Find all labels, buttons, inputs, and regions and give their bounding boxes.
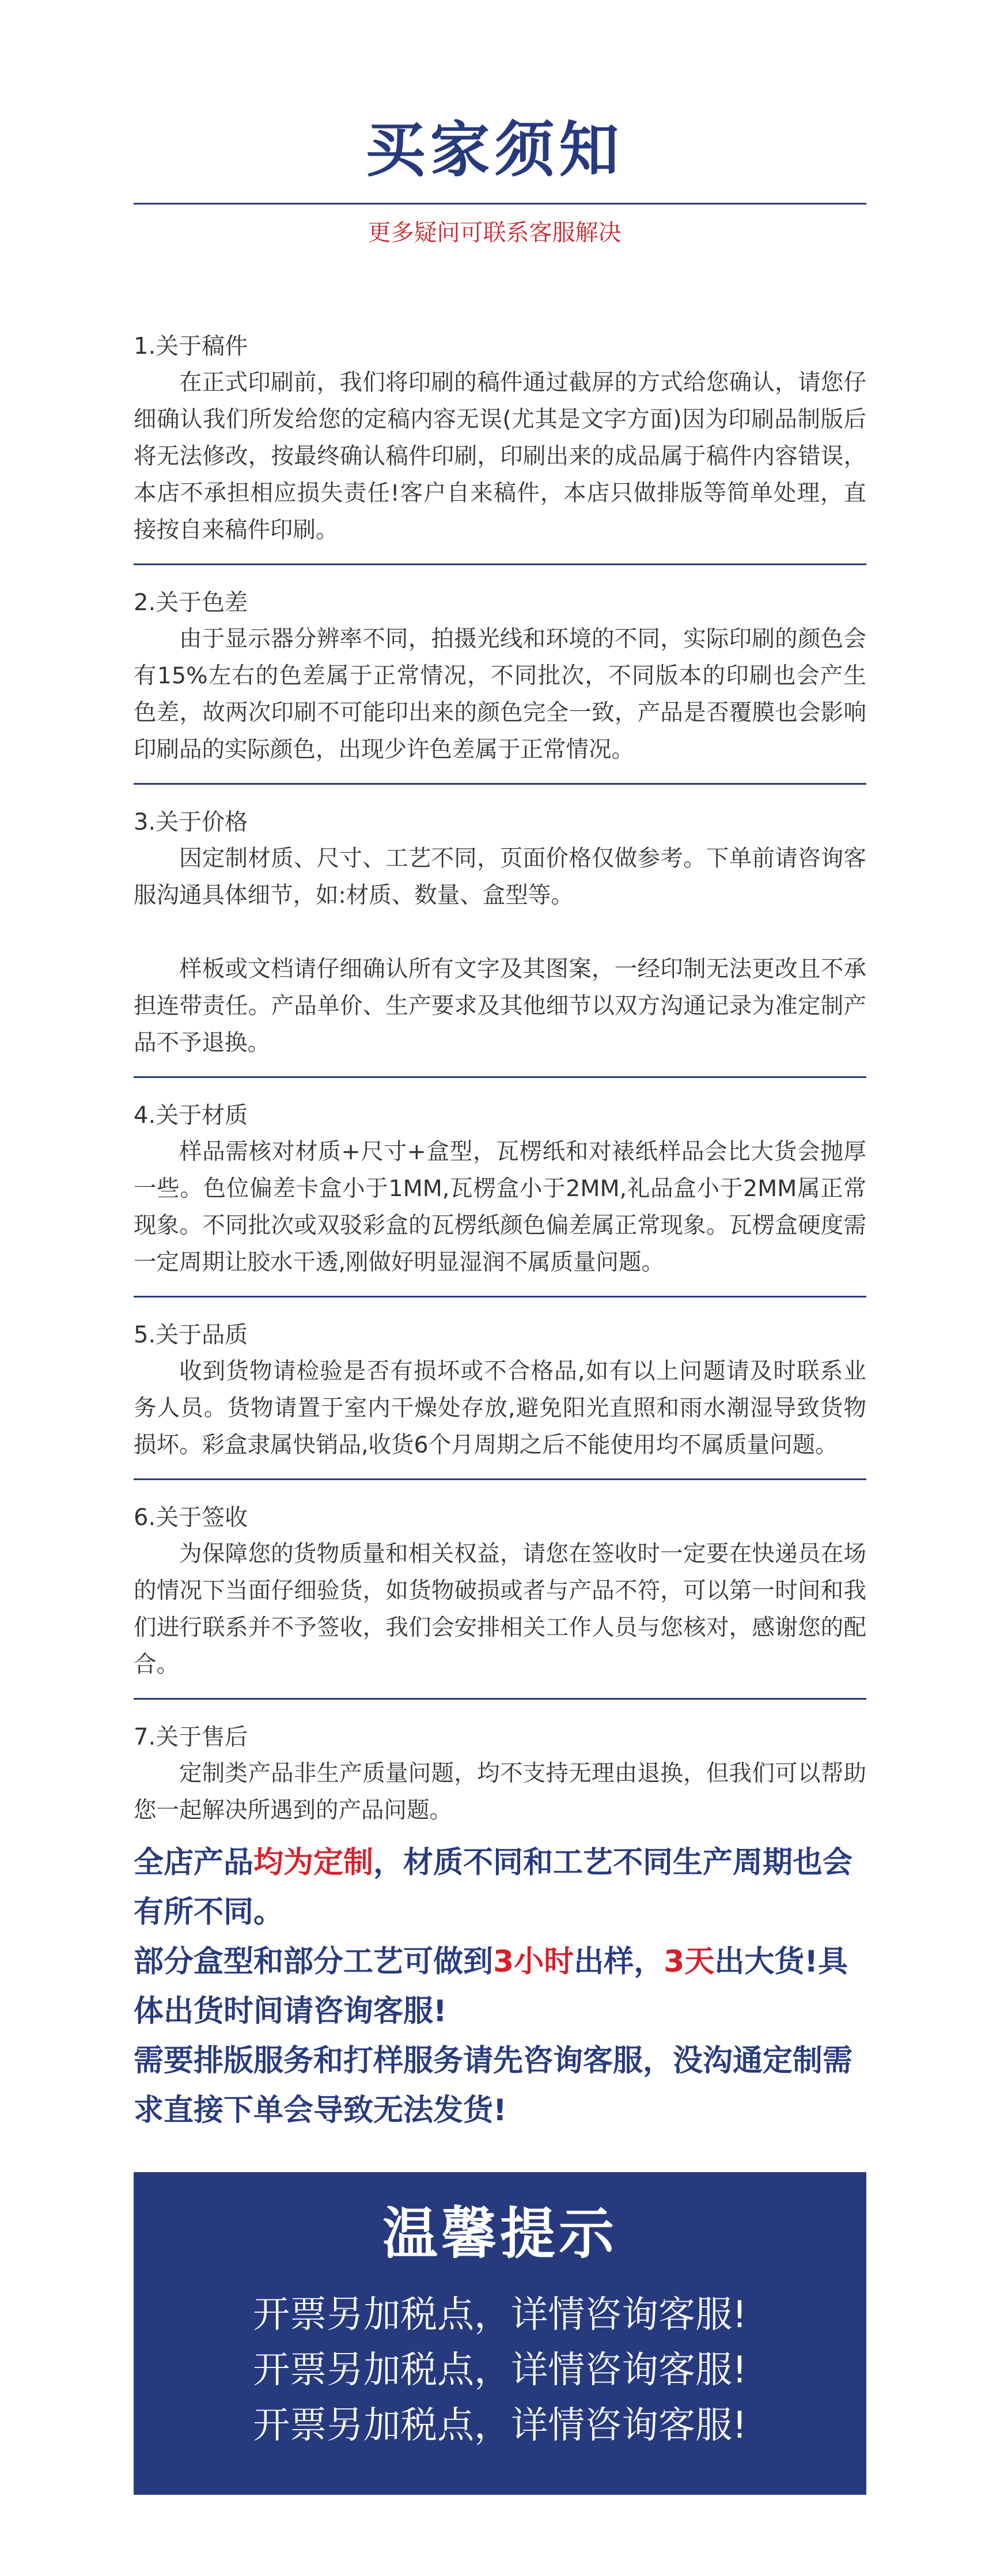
tip-title: 温馨提示 xyxy=(382,2201,617,2266)
section-title: 3.关于价格 xyxy=(134,809,248,835)
section-divider xyxy=(134,1478,866,1480)
title-divider xyxy=(134,203,866,205)
notice-line-leadtime: 部分盒型和部分工艺可做到3小时出样，3天出大货!具体出货时间请咨询客服! xyxy=(134,1945,848,2029)
section-after-sales xyxy=(134,1719,866,1829)
section-paragraph: 在正式印刷前，我们将印刷的稿件通过截屏的方式给您确认，请您仔细确认我们所发给您的定稿内容无误(尤其是文字方面)因为印刷品制版后将无法修改，按最终确认稿件印刷，印刷出来的成品属于稿件内容错误，本店不承担相应损失责任!客户自来稿件，本店只做排版等简单处理，直接按自来稿件印刷。 xyxy=(134,369,866,543)
section-material xyxy=(134,1098,866,1298)
section-paragraph: 样板或文档请仔细确认所有文字及其图案，一经印制无法更改且不承担连带责任。产品单价、生产要求及其他细节以双方沟通记录为准定制产品不予退换。 xyxy=(134,956,866,1056)
highlight-custom: 均为定制 xyxy=(253,1845,374,1880)
section-divider xyxy=(134,783,866,785)
warm-tip-box xyxy=(134,2172,866,2495)
section-title: 6.关于签收 xyxy=(134,1504,248,1531)
custom-order-notice xyxy=(134,1838,866,2135)
section-title: 4.关于材质 xyxy=(134,1102,248,1129)
tip-line: 开票另加税点，详情咨询客服! xyxy=(253,2294,747,2336)
section-receipt xyxy=(134,1500,866,1700)
section-paragraph: 因定制材质、尺寸、工艺不同，页面价格仅做参考。下单前请咨询客服沟通具体细节，如:材质、数量、盒型等。 xyxy=(134,845,866,909)
section-price xyxy=(134,804,866,1078)
section-title: 7.关于售后 xyxy=(134,1724,248,1750)
section-divider xyxy=(134,563,866,565)
tip-line: 开票另加税点，详情咨询客服! xyxy=(253,2404,747,2447)
section-paragraph: 为保障您的货物质量和相关权益，请您在签收时一定要在快递员在场的情况下当面仔细验货，如货物破损或者与产品不符，可以第一时间和我们进行联系并不予签收，我们会安排相关工作人员与您核对，感谢您的配合。 xyxy=(134,1541,866,1678)
section-divider xyxy=(134,1076,866,1078)
section-paragraph: 定制类产品非生产质量问题，均不支持无理由退换，但我们可以帮助您一起解决所遇到的产品问题。 xyxy=(134,1760,866,1824)
section-divider xyxy=(134,1296,866,1298)
section-divider xyxy=(134,1698,866,1700)
tip-lines xyxy=(134,2287,866,2453)
page-title: 买家须知 xyxy=(365,115,624,185)
section-paragraph: 收到货物请检验是否有损坏或不合格品,如有以上问题请及时联系业务人员。货物请置于室内干燥处存放,避免阳光直照和雨水潮湿导致货物损坏。彩盒隶属快销品,收货6个月周期之后不能使用均不属质量问题。 xyxy=(134,1358,866,1458)
notice-line-custom: 全店产品均为定制，材质不同和工艺不同生产周期也会有所不同。 xyxy=(134,1845,853,1930)
highlight-3-hours: 3小时 xyxy=(493,1945,574,1979)
section-paragraph: 样品需核对材质+尺寸+盒型，瓦楞纸和对裱纸样品会比大货会抛厚一些。色位偏差卡盒小于1MM,瓦楞盒小于2MM,礼品盒小于2MM属正常现象。不同批次或双驳彩盒的瓦楞纸颜色偏差属正常现象。瓦楞盒硬度需一定周期让胶水干透,刚做好明显湿润不属质量问题。 xyxy=(134,1138,866,1276)
section-title: 5.关于品质 xyxy=(134,1322,248,1348)
section-paragraph: 由于显示器分辨率不同，拍摄光线和环境的不同，实际印刷的颜色会有15%左右的色差属于正常情况，不同批次，不同版本的印刷也会产生色差，故两次印刷不可能印出来的颜色完全一致，产品是否覆膜也会影响印刷品的实际颜色，出现少许色差属于正常情况。 xyxy=(134,626,866,763)
tip-line: 开票另加税点，详情咨询客服! xyxy=(253,2349,747,2392)
notice-line-consult: 需要排版服务和打样服务请先咨询客服，没沟通定制需求直接下单会导致无法发货! xyxy=(134,2044,853,2128)
section-title: 1.关于稿件 xyxy=(134,333,248,360)
section-color-difference xyxy=(134,585,866,785)
section-quality xyxy=(134,1317,866,1480)
page-subtitle: 更多疑问可联系客服解决 xyxy=(367,220,622,246)
section-manuscript xyxy=(134,328,866,565)
section-title: 2.关于色差 xyxy=(134,589,248,616)
notice-sections xyxy=(134,328,866,1829)
highlight-3-days: 3天 xyxy=(664,1945,715,1979)
